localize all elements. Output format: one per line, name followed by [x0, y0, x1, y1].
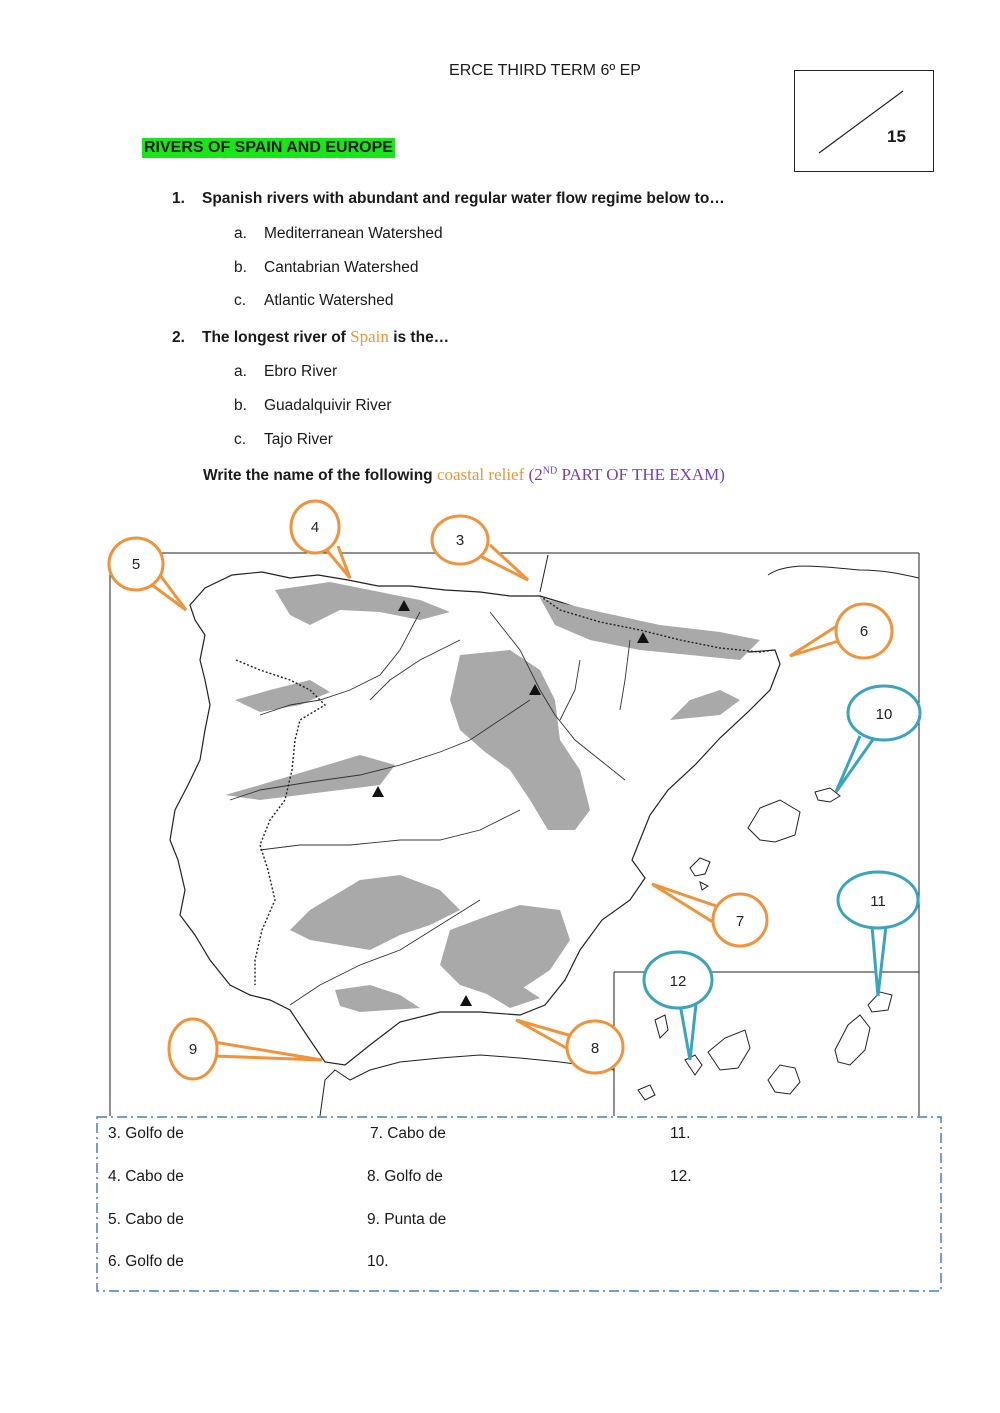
callout-10 [836, 686, 920, 792]
svg-text:12: 12 [669, 973, 687, 990]
svg-text:8: 8 [590, 1040, 600, 1057]
option-2c[interactable]: c. Tajo River [234, 431, 333, 448]
answer-5[interactable]: 5. Cabo de [108, 1211, 184, 1228]
callout-5 [109, 538, 186, 610]
callout-6 [790, 604, 892, 658]
question-2: 2. The longest river of Spain is the… [172, 327, 450, 346]
svg-text:10: 10 [875, 706, 893, 723]
balearic-islands [690, 788, 840, 890]
question-1 [172, 190, 725, 208]
option-1b[interactable]: b. Cantabrian Watershed [234, 259, 419, 276]
svg-text:4: 4 [310, 519, 320, 536]
answer-3[interactable]: 3. Golfo de [108, 1125, 184, 1142]
score-slash [795, 71, 935, 173]
callout-7 [652, 884, 767, 946]
answers-box-border [96, 1116, 942, 1292]
answer-12[interactable]: 12. [670, 1168, 692, 1185]
answer-8[interactable]: 8. Golfo de [367, 1168, 443, 1185]
svg-text:11: 11 [870, 893, 886, 910]
callout-8 [516, 1020, 623, 1073]
callout-3 [432, 516, 528, 580]
option-1a[interactable]: a. Mediterranean Watershed [234, 225, 443, 242]
answer-11[interactable]: 11. [670, 1125, 691, 1142]
answers-box [96, 1116, 942, 1292]
iberian-peninsula-map [0, 490, 1000, 1116]
svg-text:7: 7 [735, 913, 745, 930]
exam-part-note: (2ND PART OF THE EXAM) [528, 465, 725, 484]
question-text: Spanish rivers with abundant and regular water flow regime below to… [202, 190, 725, 207]
instruction: Write the name of the following coastal relief (2ND PART OF THE EXAM) [203, 465, 725, 484]
answer-9[interactable]: 9. Punta de [367, 1211, 447, 1228]
option-1c[interactable]: c. Atlantic Watershed [234, 292, 394, 309]
section-title: RIVERS OF SPAIN AND EUROPE [144, 139, 393, 156]
answer-10[interactable]: 10. [367, 1253, 389, 1270]
svg-text:5: 5 [131, 556, 141, 573]
callout-9 [169, 1019, 322, 1079]
answer-6[interactable]: 6. Golfo de [108, 1253, 184, 1270]
score-box [794, 70, 934, 172]
question-number: 2. [172, 329, 185, 346]
option-2a[interactable]: a. Ebro River [234, 363, 338, 380]
question-number: 1. [172, 190, 185, 207]
page-header-title: ERCE THIRD TERM 6º EP [449, 62, 641, 79]
option-2b[interactable]: b. Guadalquivir River [234, 397, 392, 414]
highlight-spain: Spain [350, 327, 389, 346]
svg-text:3: 3 [455, 532, 465, 549]
answer-7[interactable]: 7. Cabo de [370, 1125, 446, 1142]
score-total: 15 [887, 127, 906, 146]
france-coast [540, 555, 919, 592]
svg-text:6: 6 [859, 623, 869, 640]
highlight-coastal-relief: coastal relief [436, 465, 525, 484]
svg-text:9: 9 [188, 1041, 198, 1058]
answer-4[interactable]: 4. Cabo de [108, 1168, 184, 1185]
callout-4 [291, 501, 350, 578]
callout-11 [838, 872, 918, 996]
africa-coast [320, 1055, 614, 1116]
callout-12 [644, 952, 712, 1060]
